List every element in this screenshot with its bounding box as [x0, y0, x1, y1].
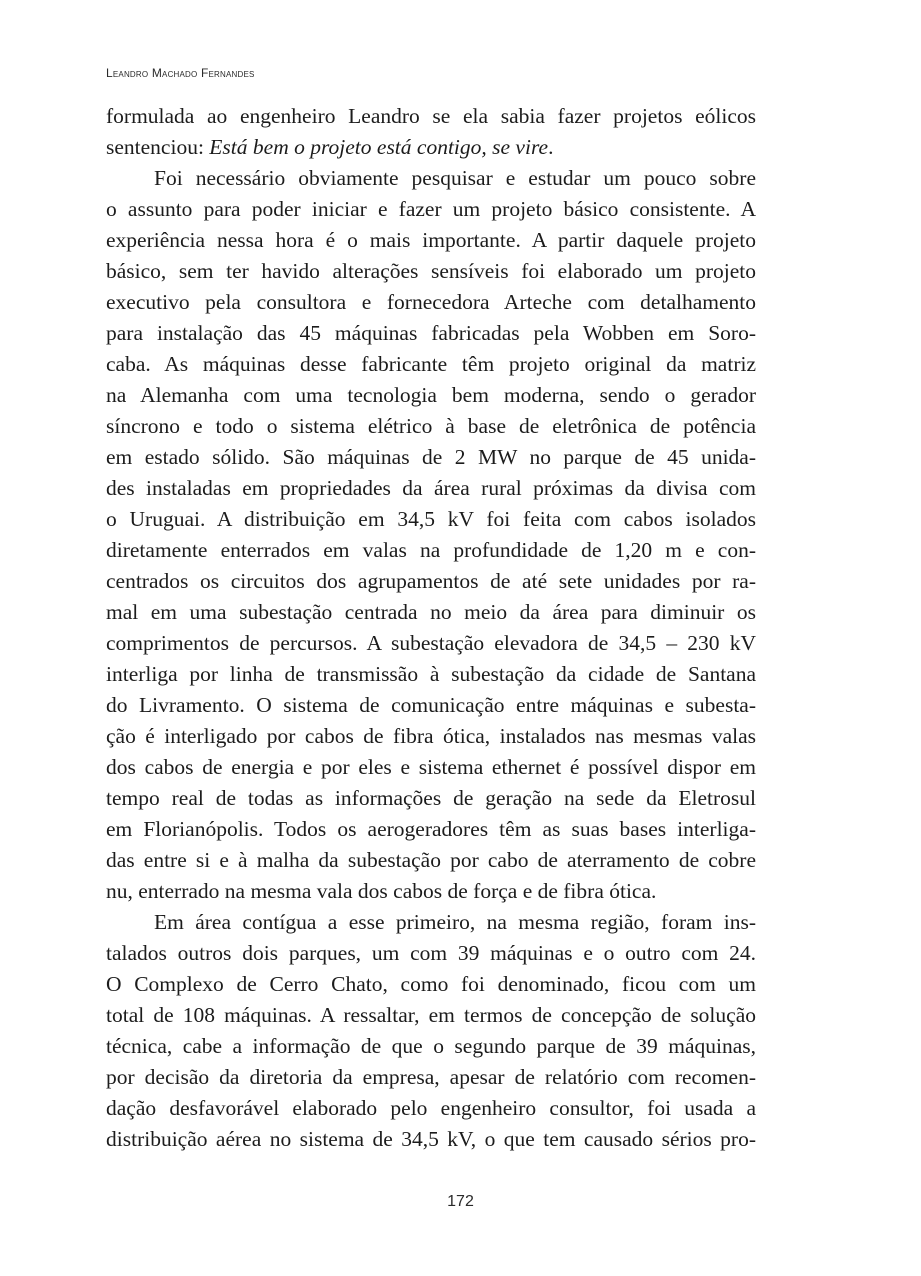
- text-line: síncrono e todo o sistema elétrico à base de eletrônica de potência: [106, 414, 756, 438]
- text-line: do Livramento. O sistema de comunicação entre máquinas e subesta-: [106, 693, 756, 717]
- text-line: formulada ao engenheiro Leandro se ela sabia fazer projetos eólicos: [106, 104, 756, 128]
- text-line: o Uruguai. A distribuição em 34,5 kV foi feita com cabos isolados: [106, 507, 756, 531]
- text-line: interliga por linha de transmissão à subestação da cidade de Santana: [106, 662, 756, 686]
- text-line: des instaladas em propriedades da área rural próximas da divisa com: [106, 476, 756, 500]
- text-line: O Complexo de Cerro Chato, como foi denominado, ficou com um: [106, 972, 756, 996]
- text-line: executivo pela consultora e fornecedora Arteche com detalhamento: [106, 290, 756, 314]
- text-line: por decisão da diretoria da empresa, apesar de relatório com recomen-: [106, 1065, 756, 1089]
- text-line: das entre si e à malha da subestação por cabo de aterramento de cobre: [106, 848, 756, 872]
- paragraph: [106, 163, 756, 907]
- body-text: [106, 101, 756, 1155]
- text-line: caba. As máquinas desse fabricante têm projeto original da matriz: [106, 352, 756, 376]
- text-line: para instalação das 45 máquinas fabricadas pela Wobben em Soro-: [106, 321, 756, 345]
- text-line: mal em uma subestação centrada no meio da área para diminuir os: [106, 600, 756, 624]
- text-line: distribuição aérea no sistema de 34,5 kV, o que tem causado sérios pro-: [106, 1127, 756, 1151]
- text-line: centrados os circuitos dos agrupamentos de até sete unidades por ra-: [106, 569, 756, 593]
- page-number: 172: [447, 1193, 474, 1210]
- text-line: dação desfavorável elaborado pelo engenheiro consultor, foi usada a: [106, 1096, 756, 1120]
- italic-quote: Está bem o projeto está contigo, se vire: [209, 135, 549, 159]
- text-line: o assunto para poder iniciar e fazer um projeto básico consistente. A: [106, 197, 756, 221]
- paragraph: [106, 907, 756, 1155]
- running-head: Leandro Machado Fernandes: [106, 66, 255, 80]
- text-line: na Alemanha com uma tecnologia bem moderna, sendo o gerador: [106, 383, 756, 407]
- text-line: em estado sólido. São máquinas de 2 MW no parque de 45 unida-: [106, 445, 756, 469]
- text-line: total de 108 máquinas. A ressaltar, em termos de concepção de solução: [106, 1003, 756, 1027]
- text-line: talados outros dois parques, um com 39 máquinas e o outro com 24.: [106, 941, 756, 965]
- text-line: diretamente enterrados em valas na profundidade de 1,20 m e con-: [106, 538, 756, 562]
- text-line: nu, enterrado na mesma vala dos cabos de força e de fibra ótica.: [106, 879, 657, 903]
- text-line: técnica, cabe a informação de que o segundo parque de 39 máquinas,: [106, 1034, 756, 1058]
- paragraph: [106, 101, 756, 163]
- text-line: experiência nessa hora é o mais importante. A partir daquele projeto: [106, 228, 756, 252]
- text-line: ção é interligado por cabos de fibra ótica, instalados nas mesmas valas: [106, 724, 756, 748]
- text-line: dos cabos de energia e por eles e sistema ethernet é possível dispor em: [106, 755, 756, 779]
- text-line: comprimentos de percursos. A subestação elevadora de 34,5 – 230 kV: [106, 631, 756, 655]
- text-line: básico, sem ter havido alterações sensíveis foi elaborado um projeto: [106, 259, 756, 283]
- text-line: Foi necessário obviamente pesquisar e estudar um pouco sobre: [154, 166, 756, 190]
- text-line: tempo real de todas as informações de geração na sede da Eletrosul: [106, 786, 756, 810]
- text-line: em Florianópolis. Todos os aerogeradores têm as suas bases interliga-: [106, 817, 756, 841]
- text-line: sentenciou: Está bem o projeto está contigo, se vire.: [106, 135, 554, 159]
- text-line: Em área contígua a esse primeiro, na mesma região, foram ins-: [154, 910, 756, 934]
